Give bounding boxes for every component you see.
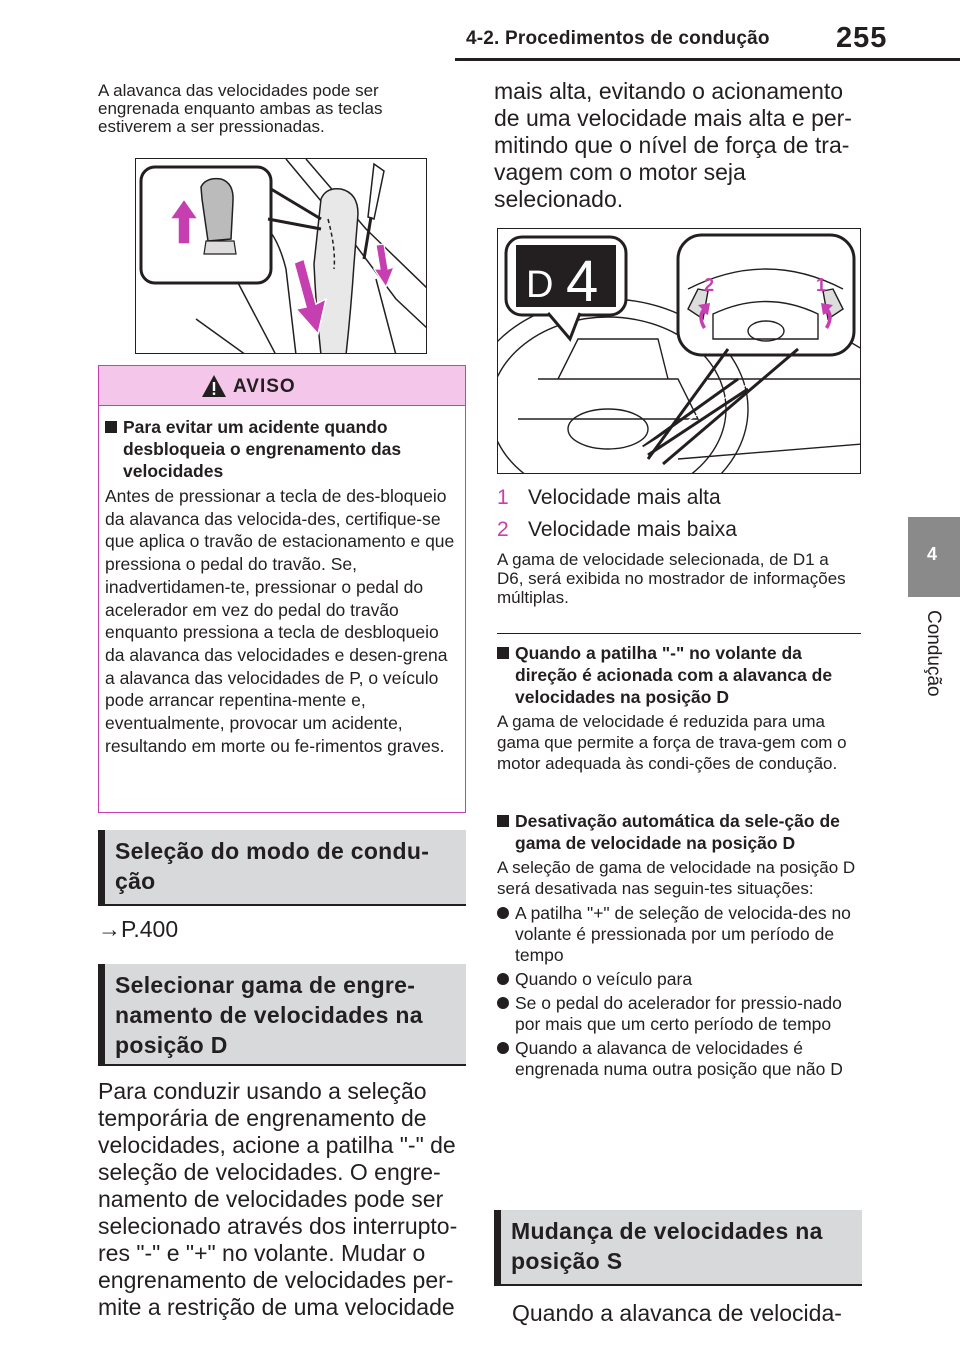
list-item [497, 1038, 865, 1080]
warning-subheading [105, 416, 459, 482]
bullet-text: Quando o veículo para [515, 969, 693, 989]
bullet-dot-icon [497, 973, 509, 985]
divider [497, 633, 861, 634]
subsection-body: A seleção de gama de velocidade na posição D será desativada nas seguin-tes situações: [497, 858, 856, 898]
running-header: 4-2. Procedimentos de condução [466, 28, 770, 49]
section-header-driving-mode [98, 830, 466, 906]
subsection-heading [497, 810, 865, 854]
list-item [497, 993, 865, 1035]
list-item [497, 969, 865, 990]
square-bullet-icon [497, 647, 509, 659]
steering-paddles-figure [497, 228, 861, 474]
list-number: 2 [497, 518, 509, 541]
section-header-gear-range [98, 964, 466, 1066]
subsection-paddle-minus [497, 642, 865, 774]
page-reference-link[interactable]: →P.400 [98, 916, 179, 942]
square-bullet-icon [105, 421, 117, 433]
list-number: 1 [497, 486, 509, 509]
paragraph-continued: mais alta, evitando o acionamento de uma velocidade mais alta e per-mitindo que o nível de força de tra-vagem com o motor seja selecionado. [494, 78, 852, 212]
list-text: Velocidade mais alta [528, 486, 721, 509]
bullet-text: A patilha "+" de seleção de velocida-des no volante é pressionada por um período de tempo [515, 903, 851, 965]
bullet-list [497, 903, 865, 1080]
subsection-heading [497, 642, 865, 708]
steering-wheel-illustration [498, 229, 861, 474]
range-note: A gama de velocidade selecionada, de D1 a D6, será exibida no mostrador de informações múltiplas. [497, 550, 846, 607]
section-title: Seleção do modo de condu-ção [115, 838, 430, 894]
page-number: 255 [836, 22, 888, 54]
list-text: Velocidade mais baixa [528, 518, 737, 541]
subsection-auto-deactivation [497, 810, 865, 1080]
subsection-heading-text: Quando a patilha "-" no volante da direção é acionada com a alavanca de velocidades na posição D [515, 643, 833, 707]
final-line: Quando a alavanca de velocida- [512, 1300, 842, 1326]
bullet-dot-icon [497, 1042, 509, 1054]
d4-display-number: 4 [566, 249, 599, 314]
gear-lever-illustration [136, 159, 427, 354]
chapter-tab[interactable] [908, 517, 960, 597]
list-item [497, 514, 737, 546]
bullet-text: Quando a alavanca de velocidades é engrenada numa outra posição que não D [515, 1038, 843, 1079]
list-item [497, 903, 865, 966]
chapter-number: 4 [927, 544, 938, 564]
bullet-dot-icon [497, 997, 509, 1009]
paragraph-gear-selection: Para conduzir usando a seleção temporária de engrenamento de velocidades, acione a patilha "-" de seleção de velocidades. O engre-namento de velocidades pode ser selecionado através dos interrupto-res "-" e "+" no volante. Mudar o engrenamento de velocidades per-mite a restrição de uma velocidade [98, 1078, 458, 1320]
warning-subheading-text: Para evitar um acidente quando desbloqueia o engrenamento das velocidades [123, 417, 402, 481]
warning-triangle-icon [201, 374, 227, 398]
subsection-heading-text: Desativação automática da sele-ção de gama de velocidade na posição D [515, 811, 840, 853]
subsection-body: A gama de velocidade é reduzida para uma gama que permite a força de trava-gem com o motor adequada às condi-ções de condução. [497, 712, 847, 773]
chapter-label: Condução [923, 610, 944, 697]
intro-text: A alavanca das velocidades pode ser engrenada enquanto ambas as teclas estiverem a ser pressionadas. [98, 81, 383, 136]
gear-lever-figure [135, 158, 427, 354]
bullet-text: Se o pedal do acelerador for pressio-nado por mais que um certo período de tempo [515, 993, 842, 1034]
warning-body: Antes de pressionar a tecla de des-bloqueio da alavanca das velocida-des, certifique-se que aplica o travão de estacionamento e que pressiona o pedal do travão. Se, inadvertidamen-te, pressionar o pedal do acelerador em vez do pedal do travão enquanto pressiona a tecla de desbloqueio da alavanca das velocidades e desen-grena a alavanca das velocidades de P, o veículo pode arrancar repentina-mente e, eventualmente, provocar um acidente, resultando em morte ou fe-rimentos graves. [105, 486, 455, 756]
warning-box [98, 365, 466, 813]
header-rule [455, 58, 960, 61]
callout-2: 2 [704, 275, 715, 295]
section-header-s-position [494, 1210, 862, 1286]
warning-header [99, 366, 465, 406]
d4-display-letter: D [526, 264, 554, 306]
section-title: Selecionar gama de engre-namento de velocidades na posição D [115, 972, 423, 1058]
list-item [497, 482, 737, 514]
bullet-dot-icon [497, 907, 509, 919]
warning-title: AVISO [233, 376, 296, 397]
callout-1: 1 [816, 275, 827, 295]
square-bullet-icon [497, 815, 509, 827]
callout-list [497, 482, 737, 546]
section-title: Mudança de velocidades na posição S [511, 1218, 823, 1274]
